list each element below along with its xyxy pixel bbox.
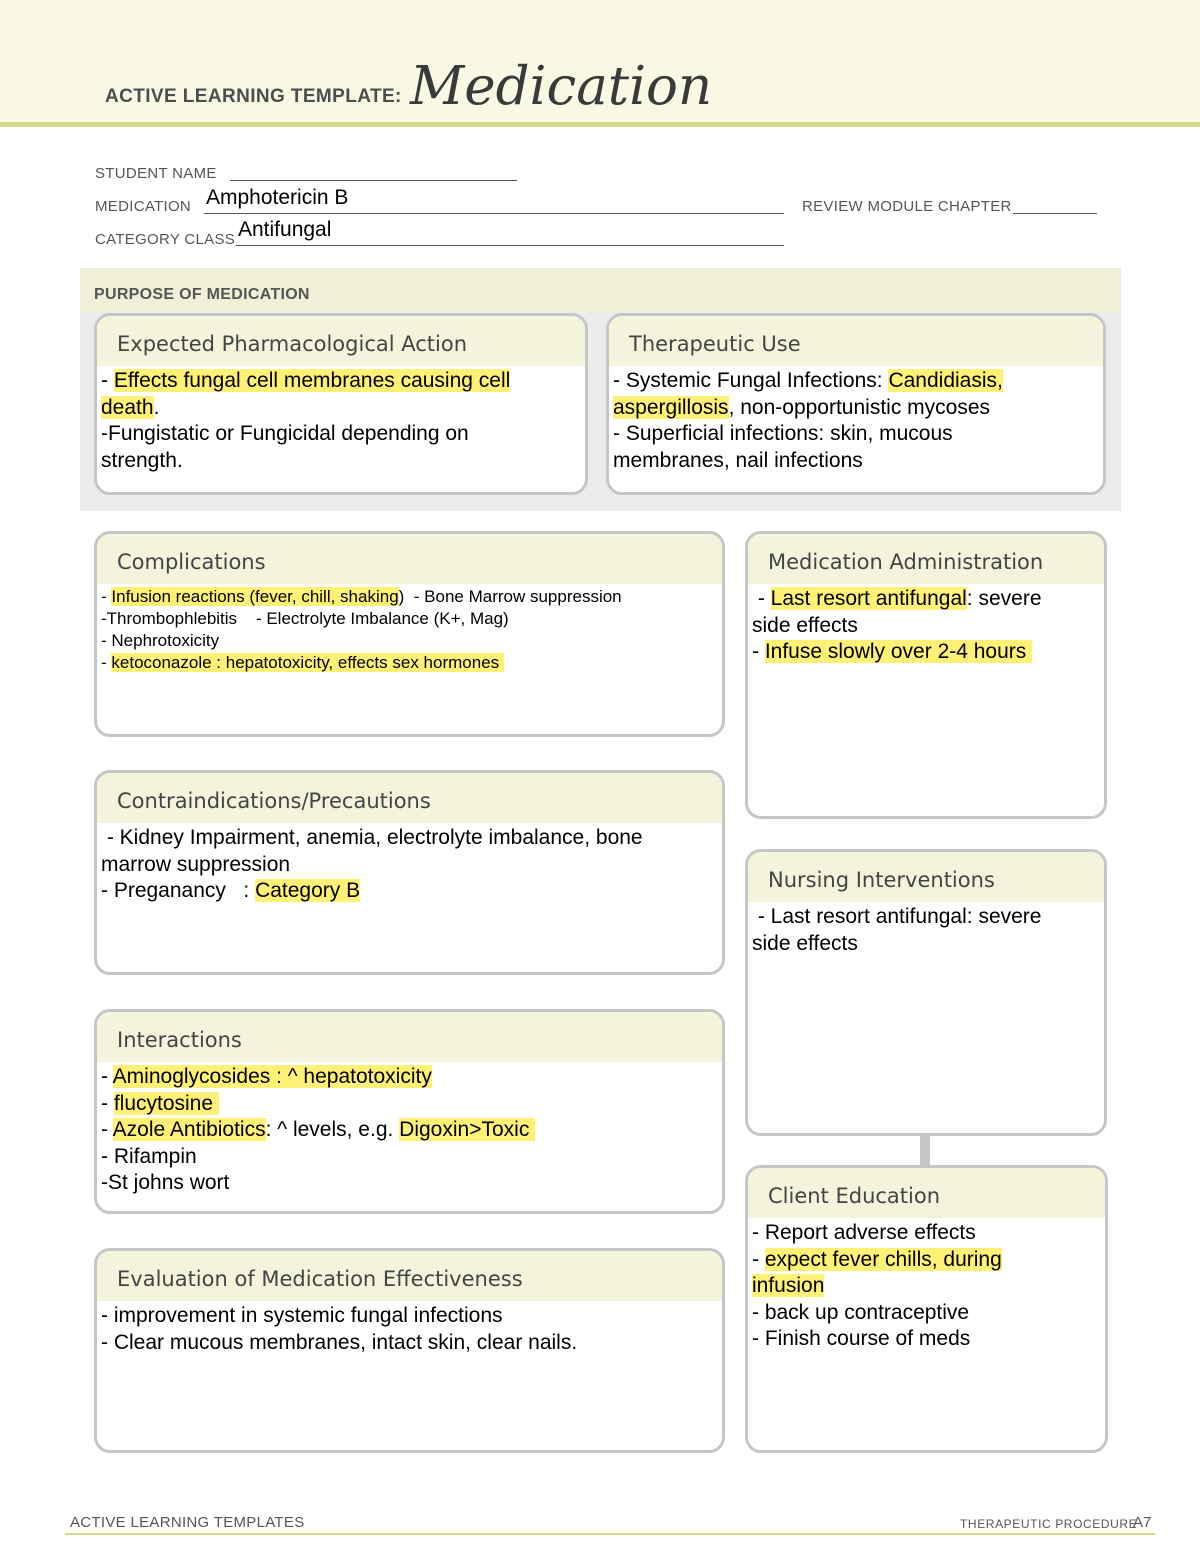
text-run: - Kidney Impairment, anemia, electrolyte imbalance, bone xyxy=(101,826,643,849)
text-run: - back up contraceptive xyxy=(752,1300,970,1324)
review-module-line xyxy=(1013,213,1097,214)
text-line xyxy=(613,448,1097,475)
highlighted-text: Candidiasis, xyxy=(888,369,1003,392)
medication-line xyxy=(204,213,784,214)
nursing-client-connector xyxy=(920,1134,930,1166)
highlighted-text: infusion xyxy=(752,1274,825,1297)
text-run: ) - Bone Marrow suppression xyxy=(398,587,622,606)
text-run: - xyxy=(752,640,765,663)
text-line xyxy=(613,368,1097,395)
text-run: - Report adverse effects xyxy=(752,1221,976,1244)
client-education-box[interactable] xyxy=(745,1165,1108,1453)
contraindications-title: Contraindications/Precautions xyxy=(97,773,722,823)
text-run: - xyxy=(101,1091,114,1115)
purpose-label: PURPOSE OF MEDICATION xyxy=(94,286,310,303)
therapeutic-use-title: Therapeutic Use xyxy=(609,316,1103,366)
medication-label: MEDICATION xyxy=(95,198,192,215)
highlighted-text: flucytosine xyxy=(113,1091,219,1115)
interactions-box[interactable] xyxy=(94,1009,725,1214)
text-run: - xyxy=(752,1247,765,1271)
text-line xyxy=(101,1064,716,1091)
text-line xyxy=(101,652,716,674)
text-line xyxy=(101,630,716,652)
highlighted-text: Infusion reactions (fever, chill, shaking xyxy=(111,587,399,606)
text-run: , non-opportunistic mycoses xyxy=(728,395,991,419)
student-name-label: STUDENT NAME xyxy=(95,165,217,182)
pharm-action-body xyxy=(97,366,585,474)
student-name-line xyxy=(230,180,517,181)
medication-field[interactable]: Amphotericin B xyxy=(206,186,349,209)
text-line xyxy=(752,613,1098,640)
text-line xyxy=(101,1303,716,1330)
footer-rule xyxy=(65,1533,1155,1535)
text-run: -Fungistatic or Fungicidal depending on xyxy=(101,422,469,445)
text-line xyxy=(752,586,1098,613)
text-run: - Preganancy : xyxy=(101,879,256,902)
med-admin-body xyxy=(748,584,1104,666)
text-run: - Last resort antifungal: severe xyxy=(752,905,1042,928)
nursing-title: Nursing Interventions xyxy=(748,852,1104,902)
interactions-body xyxy=(97,1062,722,1197)
evaluation-title: Evaluation of Medication Effectiveness xyxy=(97,1251,722,1301)
review-module-label: REVIEW MODULE CHAPTER xyxy=(802,198,1012,215)
text-line xyxy=(752,1220,1099,1247)
text-line xyxy=(752,904,1098,931)
text-run: - xyxy=(101,653,112,672)
text-line xyxy=(101,368,579,395)
text-run: - xyxy=(752,587,771,610)
text-run: - xyxy=(101,587,112,606)
highlighted-text: ketoconazole : hepatotoxicity, effects sex hormones xyxy=(111,653,504,672)
pharm-action-title: Expected Pharmacological Action xyxy=(97,316,585,366)
text-line xyxy=(101,395,579,422)
med-admin-box[interactable] xyxy=(745,531,1107,819)
highlighted-text: Effects fungal cell membranes causing cell xyxy=(113,369,511,392)
text-run: membranes, nail infections xyxy=(613,448,863,472)
footer-left-label: ACTIVE LEARNING TEMPLATES xyxy=(70,1514,305,1531)
text-run: . xyxy=(153,395,160,419)
complications-body xyxy=(97,584,722,674)
highlighted-text: expect fever chills, during xyxy=(764,1247,1002,1271)
evaluation-body xyxy=(97,1301,722,1356)
text-line xyxy=(752,931,1098,958)
evaluation-box[interactable] xyxy=(94,1248,725,1453)
text-run: - xyxy=(101,1065,113,1088)
category-class-line xyxy=(236,245,784,246)
text-run: - Systemic Fungal Infections: xyxy=(613,369,889,392)
highlighted-text: death xyxy=(101,395,154,419)
text-run: - Nephrotoxicity xyxy=(101,631,220,650)
category-class-field[interactable]: Antifungal xyxy=(238,218,332,241)
pharm-action-box[interactable] xyxy=(94,313,588,495)
text-line xyxy=(101,586,716,608)
template-label: ACTIVE LEARNING TEMPLATE: xyxy=(105,86,402,107)
med-admin-title: Medication Administration xyxy=(748,534,1104,584)
text-run: -Thrombophlebitis - Electrolyte Imbalance (K+, Mag) xyxy=(101,609,509,628)
text-line xyxy=(101,1091,716,1118)
footer-right-label: THERAPEUTIC PROCEDURE xyxy=(960,1517,1138,1531)
text-line xyxy=(101,608,716,630)
complications-box[interactable] xyxy=(94,531,725,737)
text-line xyxy=(752,1300,1099,1327)
text-run: - Finish course of meds xyxy=(752,1327,971,1350)
text-line xyxy=(101,1117,716,1144)
text-run: : severe xyxy=(966,587,1042,610)
text-run: side effects xyxy=(752,613,858,637)
text-run: - Rifampin xyxy=(101,1144,197,1168)
client-education-title: Client Education xyxy=(748,1168,1105,1218)
text-line xyxy=(101,878,716,905)
text-line xyxy=(101,825,716,852)
category-class-label: CATEGORY CLASS xyxy=(95,231,236,248)
text-line xyxy=(101,448,579,475)
highlighted-text: Last resort antifungal xyxy=(770,587,967,610)
interactions-title: Interactions xyxy=(97,1012,722,1062)
text-line xyxy=(752,639,1098,666)
text-run: - Clear mucous membranes, intact skin, clear nails. xyxy=(101,1330,578,1354)
highlighted-text: Infuse slowly over 2-4 hours xyxy=(764,640,1033,663)
highlighted-text: Digoxin>Toxic xyxy=(399,1118,536,1141)
nursing-box[interactable] xyxy=(745,849,1107,1136)
page-number: A7 xyxy=(1133,1514,1152,1531)
text-line xyxy=(101,1330,716,1357)
text-run: strength. xyxy=(101,448,183,472)
contraindications-body xyxy=(97,823,722,905)
text-run: marrow suppression xyxy=(101,852,291,876)
therapeutic-use-body xyxy=(609,366,1103,474)
highlighted-text: Azole Antibiotics xyxy=(112,1118,266,1141)
therapeutic-use-box[interactable] xyxy=(606,313,1106,495)
text-run: - Superficial infections: skin, mucous xyxy=(613,422,953,445)
nursing-body xyxy=(748,902,1104,957)
text-line xyxy=(101,1144,716,1171)
text-run: : ^ levels, e.g. xyxy=(265,1118,400,1141)
contraindications-box[interactable] xyxy=(94,770,725,975)
text-line xyxy=(752,1326,1099,1353)
banner-rule xyxy=(0,122,1200,127)
client-education-body xyxy=(748,1218,1105,1353)
complications-title: Complications xyxy=(97,534,722,584)
page-title: Medication xyxy=(410,56,713,117)
text-run: - xyxy=(101,369,114,392)
text-line xyxy=(101,1170,716,1197)
text-line xyxy=(101,421,579,448)
text-run: - xyxy=(101,1118,113,1141)
text-line xyxy=(613,421,1097,448)
highlighted-text: Category B xyxy=(255,879,361,902)
text-line xyxy=(752,1273,1099,1300)
highlighted-text: aspergillosis xyxy=(613,395,729,419)
text-run: -St johns wort xyxy=(101,1171,230,1194)
text-run: - improvement in systemic fungal infections xyxy=(101,1304,503,1327)
text-line xyxy=(752,1247,1099,1274)
text-run: side effects xyxy=(752,931,858,955)
highlighted-text: Aminoglycosides : ^ hepatotoxicity xyxy=(112,1065,432,1088)
text-line xyxy=(101,852,716,879)
text-line xyxy=(613,395,1097,422)
